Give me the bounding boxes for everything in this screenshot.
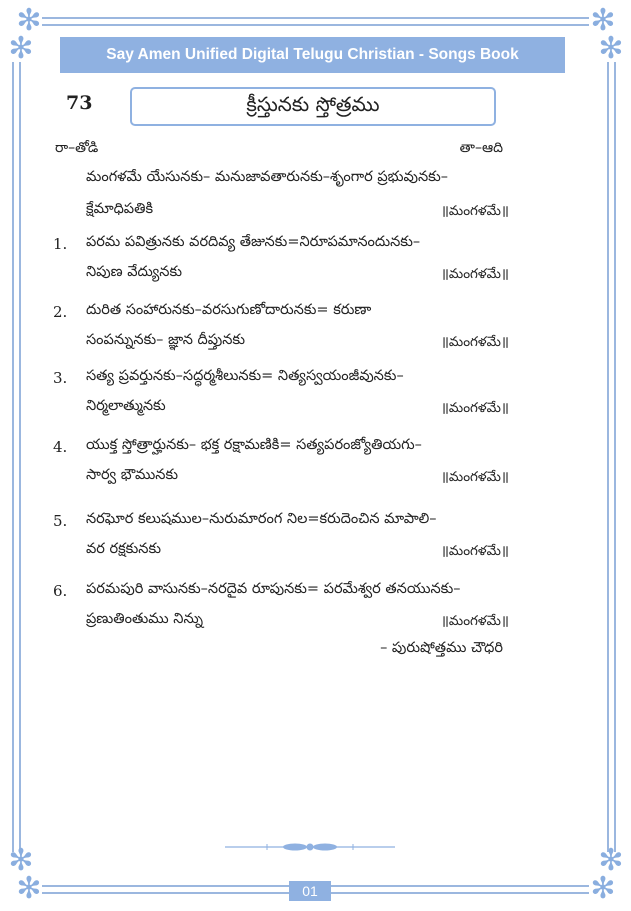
refrain: ॥మంగళమే॥ [440, 203, 509, 219]
frame-left-border [12, 62, 21, 852]
frame-top-border [42, 17, 589, 26]
flower-ornament-icon: ✻ [590, 3, 616, 38]
verse-number: 6. [53, 582, 68, 600]
song-title-box [130, 87, 496, 126]
ornamental-divider-icon [225, 842, 395, 852]
flower-ornament-icon: ✻ [8, 31, 34, 66]
pallavi-line-1: మంగళమే యేసునకు– మనుజావతారునకు–శృంగార ప్రభువునకు– [86, 169, 449, 185]
verse-line: సార్వ భౌమునకు [86, 467, 179, 483]
verse-line: పరమ పవిత్రునకు వరదివ్య తేజునకు=నిరూపమానందునకు– [86, 234, 421, 250]
verse-line: నిర్మలాత్మునకు [86, 398, 166, 414]
pallavi-line-2: క్షేమాధిపతికి [86, 201, 154, 217]
flower-ornament-icon: ✻ [16, 3, 42, 38]
flower-ornament-icon: ✻ [590, 871, 616, 906]
verse-line: పరమపురి వాసునకు–నరదైవ రూపునకు= పరమేశ్వర తనయునకు– [86, 581, 461, 597]
verse-line: యుక్త స్తోత్రార్హునకు– భక్త రక్షామణికి= సత్యపరంజ్యోతియగు– [86, 437, 422, 453]
flower-ornament-icon: ✻ [8, 843, 34, 878]
page-number: 01 [289, 881, 331, 901]
refrain: ॥మంగళమే॥ [440, 334, 509, 350]
verse-number: 3. [53, 369, 68, 387]
verse-number: 1. [53, 235, 68, 253]
flower-ornament-icon: ✻ [598, 31, 624, 66]
verse-number: 4. [53, 438, 68, 456]
tala-label: తా–ఆది [459, 140, 503, 156]
song-title: క్రీస్తునకు స్తోత్రము [246, 92, 380, 116]
refrain: ॥మంగళమే॥ [440, 613, 509, 629]
author-credit: – పురుషోత్తము చౌధరి [380, 640, 503, 656]
verse-line: దురిత సంహారునకు–వరసుగుణోదారునకు= కరుణా [86, 302, 372, 318]
verse-line: సత్య ప్రవర్తునకు–సద్ధర్మశీలునకు= నిత్యస్వయంజీవునకు– [86, 368, 404, 384]
refrain: ॥మంగళమే॥ [440, 400, 509, 416]
refrain: ॥మంగళమే॥ [440, 469, 509, 485]
song-number: 73 [66, 92, 93, 114]
refrain: ॥మంగళమే॥ [440, 543, 509, 559]
flower-ornament-icon: ✻ [16, 871, 42, 906]
book-title-banner: Say Amen Unified Digital Telugu Christian - Songs Book [60, 37, 565, 73]
frame-right-border [607, 62, 616, 852]
flower-ornament-icon: ✻ [598, 843, 624, 878]
verse-line: వర రక్షకునకు [86, 541, 162, 557]
verse-number: 2. [53, 303, 68, 321]
verse-number: 5. [53, 512, 68, 530]
verse-line: సంపన్నునకు– జ్ఞాన దీప్తునకు [86, 332, 246, 348]
raga-label: రా–తోడి [55, 140, 99, 156]
verse-line: నరఘోర కలుషముల–నురుమారంగ నిల=కరుదెంచిన మాపాలి– [86, 511, 437, 527]
refrain: ॥మంగళమే॥ [440, 266, 509, 282]
verse-line: ప్రణుతింతుము నిన్ను [86, 611, 204, 627]
verse-line: నిపుణ వేద్యునకు [86, 264, 183, 280]
